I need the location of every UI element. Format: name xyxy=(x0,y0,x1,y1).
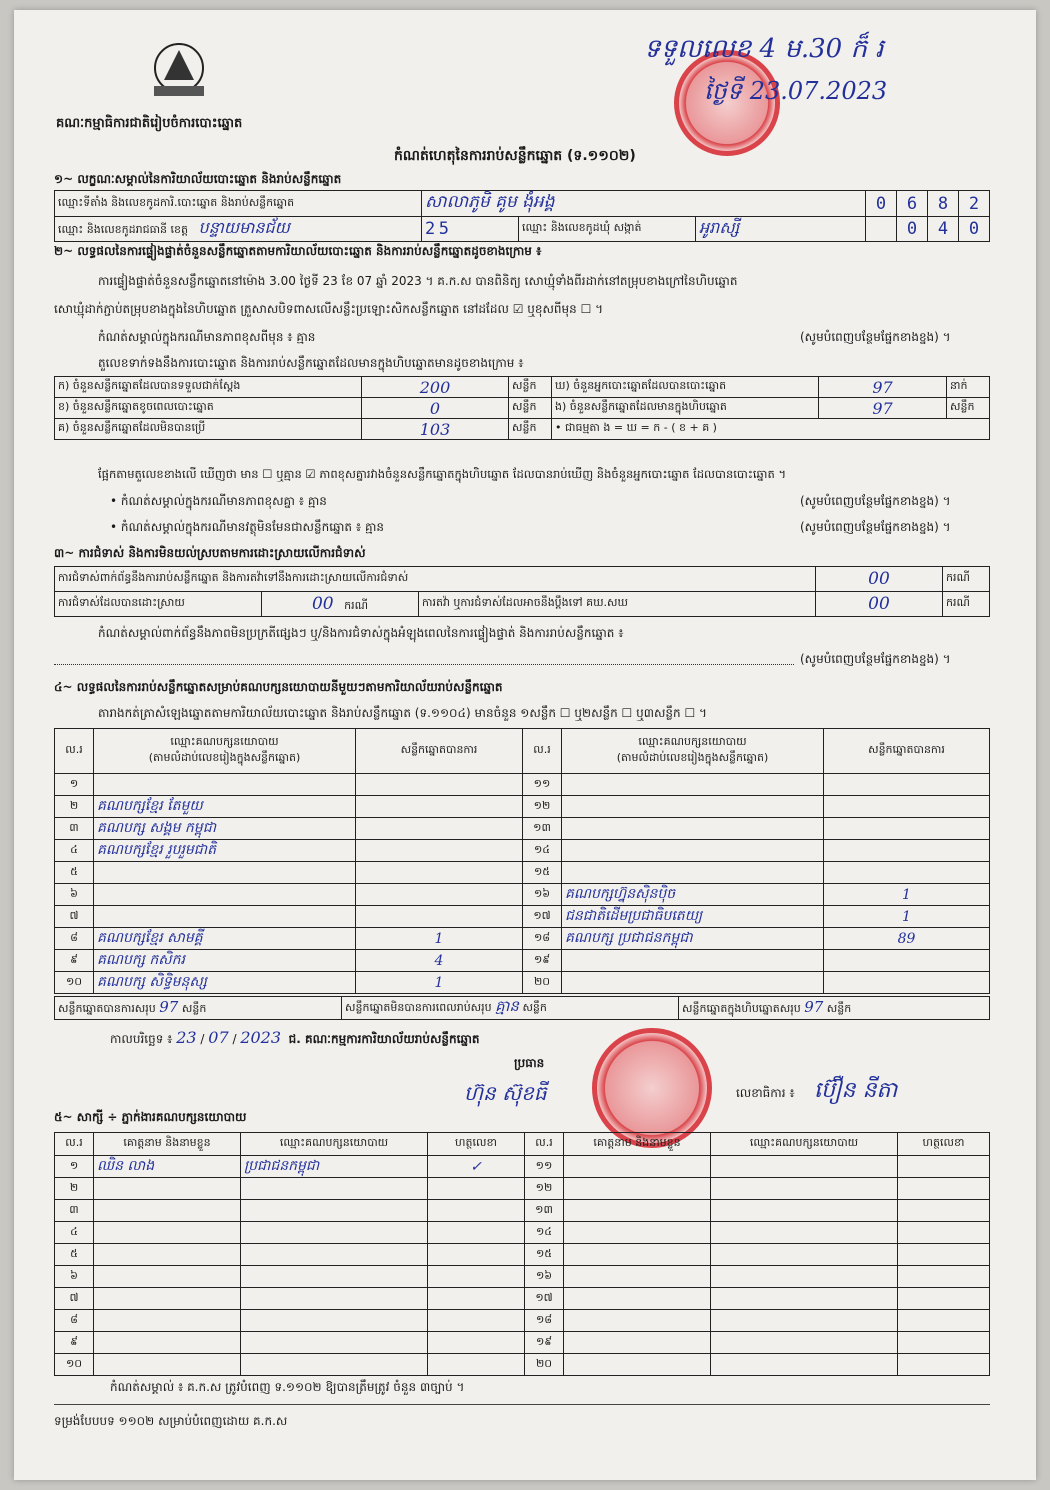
party-name xyxy=(94,906,356,928)
party-name xyxy=(562,972,824,994)
unit: នាក់ xyxy=(947,377,990,398)
witness-signature xyxy=(428,1244,525,1266)
witness-signature xyxy=(428,1200,525,1222)
table-row xyxy=(55,818,990,840)
row-number: ១០ xyxy=(55,1354,94,1376)
spoiled-ballots-label: ខ) ចំនួនសន្លឹកឆ្នោតខូចពេលបោះឆ្នោត xyxy=(55,398,362,419)
location-value: សាលាភូមិ គូម ងុំអង្គ xyxy=(425,192,555,212)
witness-signature xyxy=(898,1200,990,1222)
row-number: ១១ xyxy=(523,774,562,796)
note-difference: កំណត់សម្គាល់ក្នុងករណីមានភាពខុសពីមុន ៖ គ្មាន xyxy=(98,330,316,344)
committee-name: គណៈកម្មាធិការជាតិរៀបចំការបោះឆ្នោត xyxy=(56,116,243,131)
total-valid: សន្លឹកឆ្នោតបានការសរុប 97 សន្លឹក xyxy=(55,997,342,1020)
verification-line1: ការផ្ទៀងផ្ទាត់ចំនួនសន្លឹកឆ្នោតនៅម៉ោង 3.00 ថ្ងៃទី 23 ខែ 07 ឆ្នាំ 2023 ។ គ.ក.ស បានពិនិត្យ សោឃ្មុំទាំងពីរដាក់នៅតម្រុបខាងក្រៅនៃហិបឆ្នោត xyxy=(98,274,738,288)
row-number: ៨ xyxy=(55,1310,94,1332)
row-number: ២០ xyxy=(523,972,562,994)
witness-party xyxy=(711,1266,898,1288)
party-name: គណបក្សខ្មែរ តែមួយ xyxy=(94,796,356,818)
row-number: ៦ xyxy=(55,1266,94,1288)
witness-name: ឈិន លាង xyxy=(94,1156,241,1178)
witness-signature xyxy=(898,1310,990,1332)
witness-signature xyxy=(898,1288,990,1310)
witness-party xyxy=(241,1354,428,1376)
committee-stamp xyxy=(592,1028,712,1148)
vote-count: 1 xyxy=(824,906,990,928)
party-name: គណបក្ស សិទ្ធិមនុស្ស xyxy=(94,972,356,994)
objections-label: ការជំទាស់ពាក់ព័ន្ធនឹងការរាប់សន្លឹកឆ្នោត និងការតវ៉ាទៅនឹងការដោះស្រាយលើការជំទាស់ xyxy=(55,567,816,592)
row-number: ២ xyxy=(55,1178,94,1200)
witness-signature xyxy=(428,1266,525,1288)
received-number: ទទួលលេខ 4 ម.30 ក៏ រ xyxy=(644,34,884,64)
party-name xyxy=(562,950,824,972)
province-value: បន្ទាយមានជ័យ xyxy=(198,218,290,237)
col-party: ឈ្មោះគណបក្សនយោបាយ (តាមលំដាប់លេខរៀងក្នុងសន្លឹកឆ្នោត) xyxy=(94,729,356,774)
vote-count xyxy=(356,906,523,928)
witness-signature xyxy=(898,1266,990,1288)
row-number: ៨ xyxy=(55,928,94,950)
commune-code-digit: 0 xyxy=(897,217,928,242)
unit: សន្លឹក xyxy=(509,419,552,440)
verification-line2: សោឃ្មុំដាក់ភ្ជាប់តម្រុបខាងក្នុងនៃហិបឆ្នោត ត្រួសាសបិទពាសលើសន្លឹះប្រឡោះសិកសន្លឹកឆ្នោត នៅដដែល ☑ ឬខុសពីមុន ☐ ។ xyxy=(54,302,604,316)
received-ballots-value: 200 xyxy=(419,377,451,397)
vote-count: 1 xyxy=(356,928,523,950)
unit: ករណី xyxy=(943,592,990,617)
witness-party: ប្រជាជនកម្ពុជា xyxy=(241,1156,428,1178)
box-ballots-value: 97 xyxy=(872,398,893,418)
row-number: ១៩ xyxy=(523,950,562,972)
section2-heading: ២~ លទ្ធផលនៃការផ្ទៀងផ្ទាត់ចំនួនសន្លឹកឆ្នោតតាមការិយាល័យបោះឆ្នោត និងការរាប់សន្លឹកឆ្នោតដូចខាងក្រោម ៖ xyxy=(54,244,542,258)
appeal-label: ការតវ៉ា ឬការជំទាស់ដែលអាចនឹងប្តឹងទៅ គឃ.សឃ xyxy=(419,592,816,617)
commune-value: អូរាស្សី xyxy=(699,218,740,237)
objections-table: ការជំទាស់ពាក់ព័ន្ធនឹងការរាប់សន្លឹកឆ្នោត និងការតវ៉ាទៅនឹងការដោះស្រាយលើការជំទាស់ 00 ករណី ការជំទាស់ដែលបានដោះស្រាយ 00 ករណី ការតវ៉ា ឬការជំទាស់ដែលអាចនឹងប្តឹងទៅ គឃ.សឃ 00 ករណី xyxy=(54,566,990,617)
witness-name xyxy=(94,1332,241,1354)
col-votes: សន្លឹកឆ្នោតបានការ xyxy=(824,729,990,774)
row-number: ១៨ xyxy=(525,1310,564,1332)
witness-party xyxy=(711,1288,898,1310)
row-number: ៩ xyxy=(55,1332,94,1354)
row-number: ១ xyxy=(55,774,94,796)
province-code: 2 xyxy=(425,219,436,239)
witness-name xyxy=(564,1354,711,1376)
witness-signature: ✓ xyxy=(428,1156,525,1178)
witness-signature xyxy=(898,1244,990,1266)
witness-party xyxy=(711,1156,898,1178)
row-number: ៥ xyxy=(55,1244,94,1266)
witness-party xyxy=(241,1200,428,1222)
footnote: កំណត់សម្គាល់ ៖ គ.ក.ស ត្រូវបំពេញ ទ.១១០២ ឱ្យបានត្រឹមត្រូវ ចំនួន ៣ច្បាប់ ។ xyxy=(110,1380,465,1394)
row-number: ១៦ xyxy=(525,1266,564,1288)
unused-ballots-value: 103 xyxy=(419,419,451,439)
vote-count xyxy=(356,862,523,884)
party-name: គណបក្សខ្មែរ សាមគ្គី xyxy=(94,928,356,950)
witness-party xyxy=(711,1310,898,1332)
witness-name xyxy=(564,1222,711,1244)
vote-count: 1 xyxy=(824,884,990,906)
row-number: ៧ xyxy=(55,906,94,928)
commune-code-digit: 4 xyxy=(928,217,959,242)
vote-count xyxy=(824,818,990,840)
location-table: ឈ្មោះទីតាំង និងលេខកូដការិ.បោះឆ្នោត និងរាប់សន្លឹកឆ្នោត សាលាភូមិ គូម ងុំអង្គ 0 6 8 2 ឈ្មោះ និងលេខកូដរាជធានី ខេត្ត បន្ទាយមានជ័យ 2 5 ឈ្មោះ និងលេខកូដឃុំ សង្កាត់ អូរាស្សី 0 4 0 xyxy=(54,190,990,242)
province-label: ឈ្មោះ និងលេខកូដរាជធានី ខេត្ត បន្ទាយមានជ័យ xyxy=(55,217,422,242)
box-ballots-label: ង) ចំនួនសន្លឹកឆ្នោតដែលមានក្នុងហិបឆ្នោត xyxy=(552,398,819,419)
witness-name xyxy=(94,1266,241,1288)
witness-party xyxy=(241,1178,428,1200)
appeal-value: 00 xyxy=(868,594,890,614)
formula: • ជាធម្មតា ង = ឃ = ក - ( ខ + គ ) xyxy=(552,419,990,440)
table-row xyxy=(55,1332,990,1354)
witness-name xyxy=(564,1178,711,1200)
witness-signature xyxy=(898,1354,990,1376)
row-number: ១៥ xyxy=(525,1244,564,1266)
party-name xyxy=(562,862,824,884)
figures-intro: តួលេខទាក់ទងនឹងការបោះឆ្នោត និងការរាប់សន្លឹកឆ្នោតដែលមានក្នុងហិបឆ្នោតមានដូចខាងក្រោម ៖ xyxy=(98,356,524,370)
table-row xyxy=(55,862,990,884)
table-row xyxy=(55,1310,990,1332)
row-number: ៩ xyxy=(55,950,94,972)
table-row xyxy=(55,1156,990,1178)
col-name: គោត្តនាម និងនាមខ្លួន xyxy=(564,1133,711,1156)
witness-name xyxy=(94,1310,241,1332)
difference-line: ផ្អែកតាមតួលេខខាងលើ ឃើញថា មាន ☐ ឬគ្មាន ☑ ភាពខុសគ្នារវាងចំនួនសន្លឹកឆ្នោតក្នុងហិបឆ្នោត ដែលបានរាប់ឃើញ និងចំនួនអ្នកបោះឆ្នោត ដែលបានបោះឆ្នោត ។ xyxy=(98,467,787,481)
date-line: កាលបរិច្ឆេទ ៖ 23 / 07 / 2023 ជ. គណៈកម្មការការិយាល័យរាប់សន្លឹកឆ្នោត xyxy=(110,1028,480,1047)
unit: សន្លឹក xyxy=(509,398,552,419)
row-number: ១៣ xyxy=(523,818,562,840)
table-row xyxy=(55,972,990,994)
vote-count xyxy=(356,818,523,840)
table-row xyxy=(55,884,990,906)
row-number: ៥ xyxy=(55,862,94,884)
witness-name xyxy=(94,1222,241,1244)
secretary-label: លេខាធិការ ៖ xyxy=(736,1086,795,1100)
row-number: ៤ xyxy=(55,1222,94,1244)
party-name: គណបក្សខ្មែរ រួបរួមជាតិ xyxy=(94,840,356,862)
row-number: ១៥ xyxy=(523,862,562,884)
witness-party xyxy=(711,1200,898,1222)
witness-name xyxy=(94,1178,241,1200)
note-diff: • កំណត់សម្គាល់ក្នុងករណីមានភាពខុសគ្នា ៖ គ្មាន xyxy=(110,494,327,508)
witness-name xyxy=(94,1200,241,1222)
vote-count xyxy=(356,774,523,796)
irregularity-note: កំណត់សម្គាល់ពាក់ព័ន្ធនឹងភាពមិនប្រក្រតីផ្សេងៗ ឬ/និងការជំទាស់ក្នុងអំឡុងពេលនៃការផ្ទៀងផ្ទាត់ និងការរាប់សន្លឹកឆ្នោត ៖ xyxy=(98,626,624,640)
vote-count: 1 xyxy=(356,972,523,994)
voters-value: 97 xyxy=(872,377,893,397)
col-votes: សន្លឹកឆ្នោតបានការ xyxy=(356,729,523,774)
vote-count xyxy=(824,950,990,972)
witness-party xyxy=(241,1288,428,1310)
chair-signature: ហ៊ុន ស៊ុខធី xyxy=(464,1081,547,1105)
row-number: ១០ xyxy=(55,972,94,994)
witness-table xyxy=(54,1132,990,1376)
unit: សន្លឹក xyxy=(509,377,552,398)
witness-name xyxy=(564,1332,711,1354)
received-ballots-label: ក) ចំនួនសន្លឹកឆ្នោតដែលបានទទួលជាក់ស្តែង xyxy=(55,377,362,398)
witness-name xyxy=(564,1156,711,1178)
witness-signature xyxy=(428,1354,525,1376)
section5-heading: ៥~ សាក្សី ÷ ភ្នាក់ងារគណបក្សនយោបាយ xyxy=(54,1110,247,1124)
witness-name xyxy=(564,1310,711,1332)
voters-label: ឃ) ចំនួនអ្នកបោះឆ្នោតដែលបានបោះឆ្នោត xyxy=(552,377,819,398)
row-number: ២០ xyxy=(525,1354,564,1376)
results-table xyxy=(54,728,990,994)
party-name: ជនជាតិដើមប្រជាធិបតេយ្យ xyxy=(562,906,824,928)
witness-signature xyxy=(898,1178,990,1200)
resolved-label: ការជំទាស់ដែលបានដោះស្រាយ xyxy=(55,592,262,617)
resolved-value: 00 xyxy=(311,593,334,614)
party-name: គណបក្សហ្វ៊ុនស៊ិនប៉ិច xyxy=(562,884,824,906)
party-name xyxy=(94,774,356,796)
col-no: ល.រ xyxy=(55,729,94,774)
note-objects: • កំណត់សម្គាល់ក្នុងករណីមានវត្ថុមិនមែនជាសន្លឹកឆ្នោត ៖ គ្មាន xyxy=(110,520,384,534)
table-row xyxy=(55,1354,990,1376)
row-number: ៧ xyxy=(55,1288,94,1310)
vote-count xyxy=(356,840,523,862)
col-no: ល.រ xyxy=(523,729,562,774)
party-name xyxy=(562,818,824,840)
witness-party xyxy=(241,1266,428,1288)
table-row xyxy=(55,950,990,972)
row-number: ១១ xyxy=(525,1156,564,1178)
table-row xyxy=(55,1222,990,1244)
note-tail: (សូមបំពេញបន្ថែមផ្នែកខាងខ្នង) ។ xyxy=(800,330,951,344)
witness-name xyxy=(564,1288,711,1310)
vote-count xyxy=(824,840,990,862)
witness-name xyxy=(94,1244,241,1266)
table-row xyxy=(55,840,990,862)
row-number: ១៧ xyxy=(525,1288,564,1310)
row-number: ១៤ xyxy=(525,1222,564,1244)
witness-party xyxy=(241,1222,428,1244)
row-number: ១៣ xyxy=(525,1200,564,1222)
dotted-line xyxy=(54,664,794,665)
row-number: ១ xyxy=(55,1156,94,1178)
vote-count xyxy=(824,862,990,884)
witness-signature xyxy=(428,1332,525,1354)
chair-label: ប្រធាន xyxy=(514,1056,545,1070)
code-digit: 2 xyxy=(959,191,990,217)
party-name: គណបក្ស សង្គម កម្ពុជា xyxy=(94,818,356,840)
table-row xyxy=(55,1178,990,1200)
form-note: ទម្រង់បែបបទ ១១០២ សម្រាប់បំពេញដោយ គ.ក.ស xyxy=(54,1414,288,1428)
location-label: ឈ្មោះទីតាំង និងលេខកូដការិ.បោះឆ្នោត និងរាប់សន្លឹកឆ្នោត xyxy=(55,191,422,217)
vote-count xyxy=(824,972,990,994)
col-sign: ហត្ថលេខា xyxy=(898,1133,990,1156)
totals-table xyxy=(54,996,990,1020)
party-name xyxy=(94,862,356,884)
row-number: ១២ xyxy=(523,796,562,818)
code-digit: 8 xyxy=(928,191,959,217)
witness-party xyxy=(711,1244,898,1266)
table-row xyxy=(55,1200,990,1222)
form-title: កំណត់ហេតុនៃការរាប់សន្លឹកឆ្នោត (ទ.១១០២) xyxy=(394,148,636,164)
row-number: ៣ xyxy=(55,818,94,840)
note-diff-tail: (សូមបំពេញបន្ថែមផ្នែកខាងខ្នង) ។ xyxy=(800,494,951,508)
row-number: ១៤ xyxy=(523,840,562,862)
party-name: គណបក្ស ប្រជាជនកម្ពុជា xyxy=(562,928,824,950)
unit: សន្លឹក xyxy=(947,398,990,419)
table-row xyxy=(55,928,990,950)
row-number: ១៧ xyxy=(523,906,562,928)
unit: ករណី xyxy=(943,567,990,592)
unused-ballots-label: គ) ចំនួនសន្លឹកឆ្នោតដែលមិនបានប្រើ xyxy=(55,419,362,440)
secretary-signature: ប៊ឿន នីតា xyxy=(814,1078,898,1103)
table-row xyxy=(55,774,990,796)
witness-signature xyxy=(898,1332,990,1354)
code-digit: 0 xyxy=(866,191,897,217)
witness-signature xyxy=(428,1310,525,1332)
row-number: ៣ xyxy=(55,1200,94,1222)
commune-label: ឈ្មោះ និងលេខកូដឃុំ សង្កាត់ xyxy=(519,217,696,242)
vote-count xyxy=(824,796,990,818)
witness-party xyxy=(711,1178,898,1200)
table-row xyxy=(55,1288,990,1310)
party-name xyxy=(562,774,824,796)
objections-value: 00 xyxy=(868,569,890,589)
vote-count xyxy=(356,796,523,818)
col-party: ឈ្មោះគណបក្សនយោបាយ xyxy=(711,1133,898,1156)
section4-heading: ៤~ លទ្ធផលនៃការរាប់សន្លឹកឆ្នោតសម្រាប់គណបក្សនយោបាយនីមួយៗតាមការិយាល័យរាប់សន្លឹកឆ្នោត xyxy=(54,680,503,694)
row-number: ១២ xyxy=(525,1178,564,1200)
received-date: ថ្ងៃទី 23.07.2023 xyxy=(704,77,888,105)
witness-signature xyxy=(898,1156,990,1178)
section3-heading: ៣~ ការជំទាស់ និងការមិនយល់ស្របតាមការដោះស្រាយលើការជំទាស់ xyxy=(54,546,366,560)
party-name: គណបក្ស កសិករ xyxy=(94,950,356,972)
witness-signature xyxy=(428,1288,525,1310)
row-number: ១៨ xyxy=(523,928,562,950)
witness-name xyxy=(564,1200,711,1222)
row-number: ៦ xyxy=(55,884,94,906)
spoiled-ballots-value: 0 xyxy=(429,398,441,418)
witness-party xyxy=(711,1222,898,1244)
witness-name xyxy=(94,1288,241,1310)
col-sign: ហត្ថលេខា xyxy=(428,1133,525,1156)
divider xyxy=(54,1404,990,1405)
vote-count xyxy=(824,774,990,796)
col-no: ល.រ xyxy=(525,1133,564,1156)
col-name: គោត្តនាម និងនាមខ្លួន xyxy=(94,1133,241,1156)
code-digit: 6 xyxy=(897,191,928,217)
commune-code-digit: 0 xyxy=(959,217,990,242)
witness-name xyxy=(94,1354,241,1376)
row-number: ២ xyxy=(55,796,94,818)
party-name xyxy=(94,884,356,906)
vote-count: 89 xyxy=(824,928,990,950)
row-number: ១៩ xyxy=(525,1332,564,1354)
col-party: ឈ្មោះគណបក្សនយោបាយ (តាមលំដាប់លេខរៀងក្នុងសន្លឹកឆ្នោត) xyxy=(562,729,824,774)
witness-signature xyxy=(428,1222,525,1244)
party-name xyxy=(562,796,824,818)
tally-intro: តារាងកត់ត្រាសំឡេងឆ្នោតតាមការិយាល័យបោះឆ្នោត និងរាប់សន្លឹកឆ្នោត (ទ.១១០៤) មានចំនួន ១សន្លឹក ☐ ឬ២សន្លឹក ☐ ឬ៣សន្លឹក ☐ ។ xyxy=(98,706,707,720)
nec-emblem-icon xyxy=(144,40,214,102)
witness-party xyxy=(241,1310,428,1332)
party-name xyxy=(562,840,824,862)
witness-party xyxy=(711,1332,898,1354)
vote-count: 4 xyxy=(356,950,523,972)
total-in-box: សន្លឹកឆ្នោតក្នុងហិបឆ្នោតសរុប 97 សន្លឹក xyxy=(679,997,990,1020)
section1-heading: ១~ លក្ខណៈសម្គាល់នៃការិយាល័យបោះឆ្នោត និងរាប់សន្លឹកឆ្នោត xyxy=(54,172,342,186)
witness-signature xyxy=(898,1222,990,1244)
vote-count xyxy=(356,884,523,906)
witness-signature xyxy=(428,1178,525,1200)
table-row xyxy=(55,796,990,818)
witness-party xyxy=(711,1354,898,1376)
witness-name xyxy=(564,1266,711,1288)
ballot-count-report xyxy=(14,10,1036,1480)
table-row xyxy=(55,906,990,928)
col-no: ល.រ xyxy=(55,1133,94,1156)
figures-table xyxy=(54,376,990,440)
row-number: ៤ xyxy=(55,840,94,862)
col-party: ឈ្មោះគណបក្សនយោបាយ xyxy=(241,1133,428,1156)
witness-party xyxy=(241,1332,428,1354)
table-row xyxy=(55,1244,990,1266)
witness-party xyxy=(241,1244,428,1266)
witness-name xyxy=(564,1244,711,1266)
total-invalid: សន្លឹកឆ្នោតមិនបានការពេលរាប់សរុប គ្មាន សន្លឹក xyxy=(342,997,679,1020)
note-objects-tail: (សូមបំពេញបន្ថែមផ្នែកខាងខ្នង) ។ xyxy=(800,520,951,534)
table-row xyxy=(55,1266,990,1288)
row-number: ១៦ xyxy=(523,884,562,906)
irregularity-tail: (សូមបំពេញបន្ថែមផ្នែកខាងខ្នង) ។ xyxy=(800,652,951,666)
